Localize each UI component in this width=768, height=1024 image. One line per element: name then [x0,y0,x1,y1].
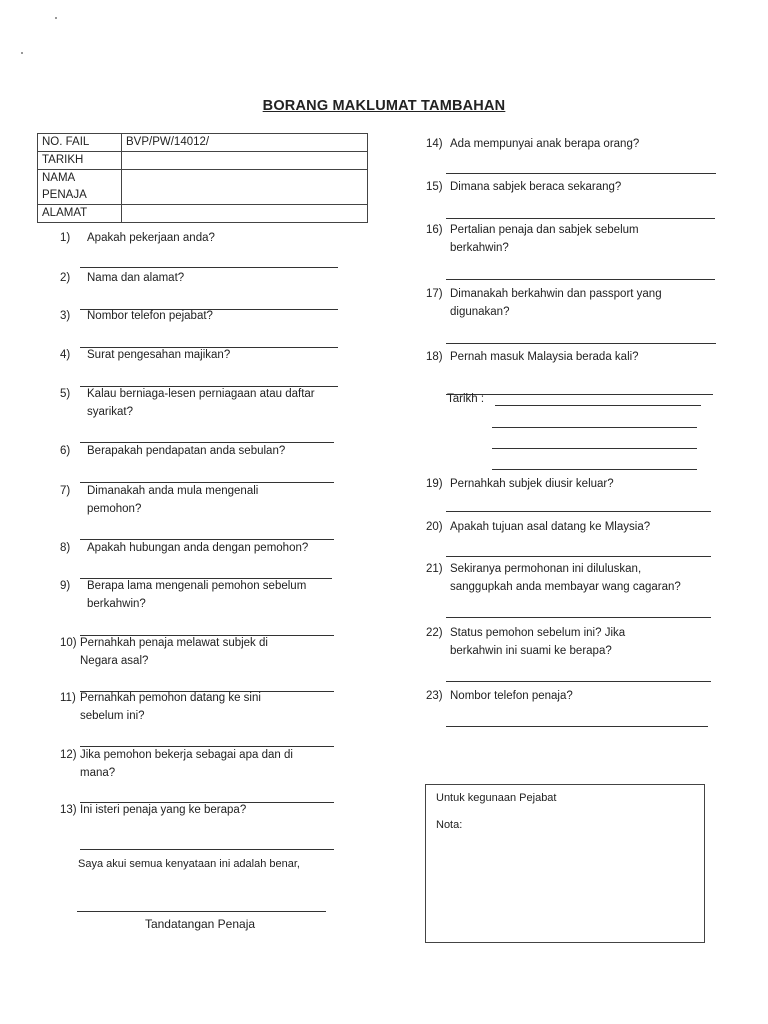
question-number: 6) [60,445,71,457]
question-item [60,307,213,325]
question-text: Apakah hubungan anda dengan pemohon? [87,542,309,554]
question-row [60,346,230,364]
question-number: 12) [60,749,77,761]
question-text: Dimanakah berkahwin dan passport yang [450,288,662,300]
question-row [426,560,681,578]
question-text: Ada mempunyai anak berapa orang? [450,138,640,150]
question-item [426,221,639,257]
question-row [60,634,268,652]
question-text: Kalau berniaga-lesen perniagaan atau daftar [87,388,315,400]
question-row [60,707,261,725]
question-row [426,624,625,642]
table-row [38,205,368,223]
question-text: Dimanakah anda mula mengenali [87,485,259,497]
scan-speck [55,17,57,19]
tarikh-answer-line[interactable] [492,427,697,428]
answer-line[interactable] [446,343,716,344]
office-use-title: Untuk kegunaan Pejabat [436,792,557,804]
question-item [60,689,261,725]
question-row [60,442,285,460]
file-number-label: NO. FAIL [38,134,122,152]
question-text-continued: sanggupkah anda membayar wang cagaran? [450,581,681,593]
question-number: 17) [426,288,443,300]
office-note-label: Nota: [436,819,463,831]
question-text: Pernah masuk Malaysia berada kali? [450,351,639,363]
question-text: Status pemohon sebelum ini? Jika [450,627,626,639]
indent-spacer [426,303,450,321]
question-item [426,135,639,153]
question-text: Dimana sabjek beraca sekarang? [450,181,622,193]
question-item [60,346,230,364]
question-text: Apakah tujuan asal datang ke Mlaysia? [450,521,651,533]
question-number: 21) [426,563,443,575]
question-item [60,229,215,247]
question-number: 14) [426,138,443,150]
question-row [426,221,639,239]
question-item [60,539,308,557]
question-row [426,285,662,303]
question-row [426,475,614,493]
question-item [60,385,315,421]
question-row [60,652,268,670]
question-item [60,269,184,287]
question-row [60,482,258,500]
declaration-text: Saya akui semua kenyataan ini adalah benar, [78,858,300,870]
answer-line[interactable] [446,394,713,395]
question-row [60,500,258,518]
question-text: Nama dan alamat? [87,272,185,284]
question-row [60,539,308,557]
tarikh-answer-line[interactable] [492,469,697,470]
table-row [38,134,368,152]
question-row [60,764,293,782]
question-row [60,595,306,613]
question-text-continued: sebelum ini? [80,710,145,722]
answer-line[interactable] [446,279,715,280]
question-number: 1) [60,232,71,244]
question-item [60,577,306,613]
sponsor-name-label: NAMA PENAJA [38,170,122,205]
question-item [426,178,621,196]
question-number: 4) [60,349,71,361]
question-item [60,634,268,670]
question-row [60,269,184,287]
date-label: TARIKH [38,152,122,170]
question-row [426,135,639,153]
signature-line[interactable] [77,911,326,912]
question-number: 15) [426,181,443,193]
question-item [426,560,681,596]
question-number: 2) [60,272,71,284]
question-row [426,518,650,536]
answer-line[interactable] [446,511,711,512]
answer-line[interactable] [446,218,715,219]
question-number: 10) [60,637,77,649]
question-number: 22) [426,627,443,639]
question-number: 11) [60,692,76,704]
question-number: 5) [60,388,71,400]
question-number: 13) [60,804,77,816]
file-info-table [37,133,368,223]
answer-line[interactable] [446,617,711,618]
address-label: ALAMAT [38,205,122,223]
date-field[interactable] [122,152,368,170]
question-item [426,624,625,660]
tarikh-answer-line[interactable] [495,405,701,406]
question-number: 3) [60,310,71,322]
question-row [60,229,215,247]
indent-spacer [60,764,80,782]
question-text: Sekiranya permohonan ini diluluskan, [450,563,642,575]
question-number: 16) [426,224,443,236]
indent-spacer [426,578,450,596]
question-row [426,239,639,257]
question-text: Pernahkah penaja melawat subjek di [80,637,268,649]
answer-line[interactable] [80,267,338,268]
answer-line[interactable] [446,173,716,174]
question-text-continued: mana? [80,767,116,779]
question-row [426,687,573,705]
question-number: 19) [426,478,443,490]
indent-spacer [60,652,80,670]
question-text: Pernahkah subjek diusir keluar? [450,478,614,490]
question-text: Apakah pekerjaan anda? [87,232,215,244]
indent-spacer [60,707,80,725]
question-text: Nombor telefon penaja? [450,690,573,702]
question-number: 20) [426,521,443,533]
question-text: Jika pemohon bekerja sebagai apa dan di [80,749,293,761]
question-row [60,689,261,707]
question-row [60,801,246,819]
scan-speck [21,52,23,54]
answer-line[interactable] [446,726,708,727]
question-row [60,577,306,595]
question-item [426,285,662,321]
question-row [426,642,625,660]
question-text: Berapakah pendapatan anda sebulan? [87,445,286,457]
indent-spacer [60,595,87,613]
form-title: BORANG MAKLUMAT TAMBAHAN [262,98,506,114]
question-number: 18) [426,351,443,363]
question-row [426,178,621,196]
file-number-field[interactable]: BVP/PW/14012/ [122,134,368,152]
question-row [426,578,681,596]
answer-line[interactable] [80,849,334,850]
question-number: 7) [60,485,71,497]
question-row [60,385,315,403]
answer-line[interactable] [446,556,711,557]
question-row [426,303,662,321]
question-row [60,307,213,325]
question-text-continued: pemohon? [87,503,142,515]
question-text: Nombor telefon pejabat? [87,310,213,322]
question-item [426,475,614,493]
question-text-continued: Negara asal? [80,655,149,667]
question-row [60,403,315,421]
office-use-box [425,784,705,943]
indent-spacer [60,500,87,518]
question-item [426,348,639,366]
question-row [60,746,293,764]
indent-spacer [60,403,87,421]
answer-line[interactable] [446,681,711,682]
question-number: 23) [426,690,443,702]
address-field[interactable] [122,205,368,223]
indent-spacer [426,642,450,660]
question-number: 9) [60,580,71,592]
question-row [426,348,639,366]
sponsor-name-field[interactable] [122,170,368,205]
question-item [426,687,573,705]
question-text: Pertalian penaja dan sabjek sebelum [450,224,639,236]
question-text-continued: berkahwin? [87,598,146,610]
question-number: 8) [60,542,71,554]
question-item [426,518,650,536]
question-text-continued: berkahwin? [450,242,509,254]
question-text: Surat pengesahan majikan? [87,349,231,361]
table-row [38,170,368,205]
table-row [38,152,368,170]
question-item [60,482,258,518]
question-text: Berapa lama mengenali pemohon sebelum [87,580,307,592]
question-item [60,746,293,782]
tarikh-label: Tarikh : [447,393,485,405]
tarikh-answer-line[interactable] [492,448,697,449]
question-item [60,801,246,819]
question-item [60,442,285,460]
signature-label: Tandatangan Penaja [144,917,256,931]
indent-spacer [426,239,450,257]
question-text-continued: berkahwin ini suami ke berapa? [450,645,612,657]
question-text-continued: digunakan? [450,306,510,318]
question-text: Pernahkah pemohon datang ke sini [80,692,261,704]
question-text-continued: syarikat? [87,406,134,418]
question-text: Ini isteri penaja yang ke berapa? [80,804,247,816]
